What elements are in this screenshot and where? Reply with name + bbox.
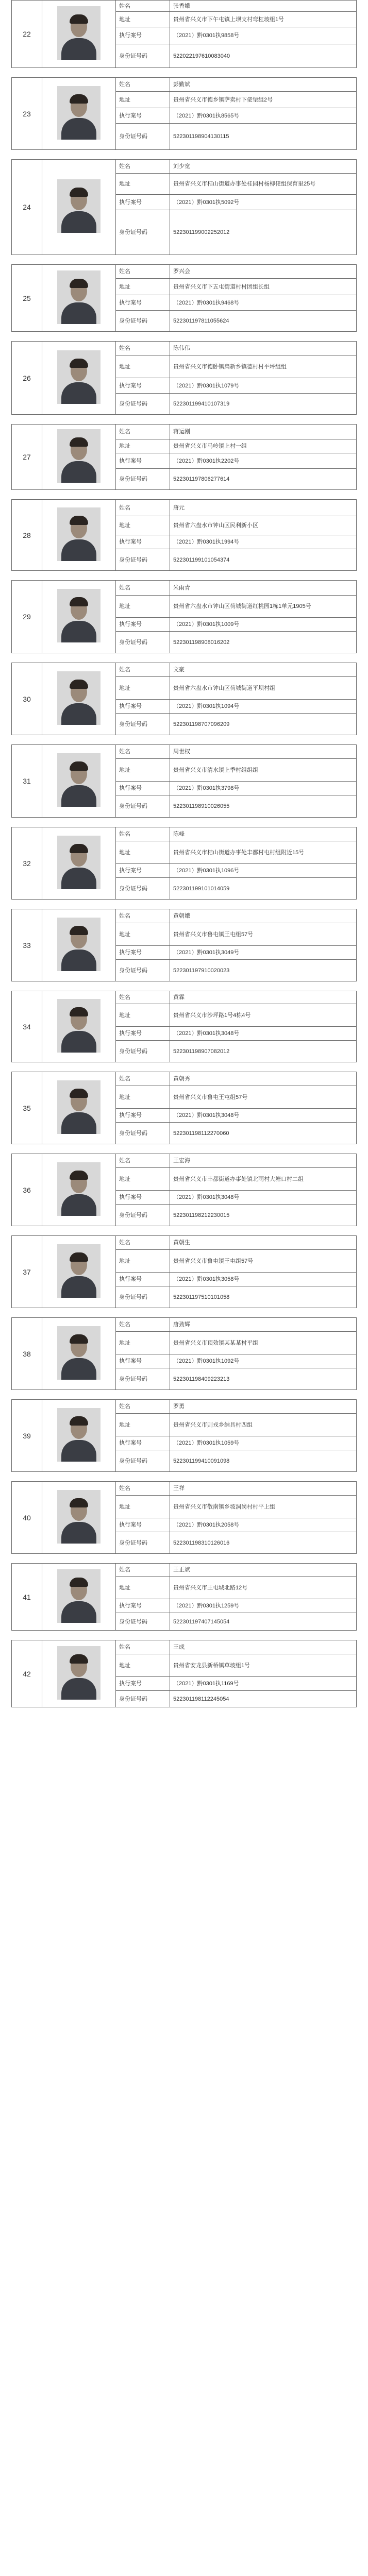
portrait-image <box>57 429 101 483</box>
id-number-label: 身份证号码 <box>116 394 170 415</box>
record-row <box>12 1564 357 1577</box>
record-separator <box>12 150 357 160</box>
record-separator <box>12 255 357 265</box>
record-separator <box>12 332 357 342</box>
portrait-image <box>57 999 101 1053</box>
record-separator <box>12 490 357 500</box>
record-row <box>12 1 357 12</box>
name-label: 姓名 <box>116 425 170 439</box>
id-number-value: 522301197811055624 <box>170 311 357 332</box>
id-number-label: 身份证号码 <box>116 795 170 818</box>
address-value: 贵州省兴义市桔山街道办事处丰都村屯村组附近15号 <box>170 841 357 864</box>
case-number-label: 执行案号 <box>116 1273 170 1286</box>
case-number-label: 执行案号 <box>116 782 170 795</box>
name-value: 刘少宽 <box>170 160 357 174</box>
address-label: 地址 <box>116 439 170 453</box>
separator-cell <box>12 1554 357 1564</box>
person-photo <box>42 1154 116 1226</box>
separator-cell <box>12 1226 357 1236</box>
name-label: 姓名 <box>116 909 170 923</box>
case-number-label: 执行案号 <box>116 453 170 469</box>
record-number: 31 <box>12 745 42 818</box>
name-value: 文豪 <box>170 663 357 677</box>
portrait-image <box>57 671 101 725</box>
id-number-value: 522301198112270060 <box>170 1123 357 1144</box>
record-separator <box>12 818 357 827</box>
record-separator <box>12 735 357 745</box>
record-number: 29 <box>12 581 42 653</box>
record-row <box>12 1318 357 1332</box>
address-value: 贵州省安龙县新桥镇草坡组1号 <box>170 1654 357 1677</box>
case-number-label: 执行案号 <box>116 1354 170 1368</box>
id-number-value: 522301199002252012 <box>170 210 357 255</box>
address-label: 地址 <box>116 1577 170 1599</box>
separator-cell <box>12 1631 357 1640</box>
record-separator <box>12 1554 357 1564</box>
id-number-label: 身份证号码 <box>116 1123 170 1144</box>
record-row <box>12 1640 357 1654</box>
address-value: 贵州省兴义市鲁屯镇王屯组57号 <box>170 923 357 946</box>
portrait-image <box>57 1490 101 1544</box>
record-separator <box>12 571 357 581</box>
person-photo <box>42 160 116 255</box>
id-number-label: 身份证号码 <box>116 1368 170 1390</box>
id-number-label: 身份证号码 <box>116 1041 170 1062</box>
separator-cell <box>12 332 357 342</box>
record-row <box>12 265 357 279</box>
case-number-label: 执行案号 <box>116 700 170 714</box>
separator-cell <box>12 1390 357 1400</box>
name-value: 黄霖 <box>170 991 357 1004</box>
portrait-image <box>57 589 101 642</box>
id-number-value: 522301197806277614 <box>170 469 357 490</box>
id-number-value: 522301198910026055 <box>170 795 357 818</box>
name-value: 陈峰 <box>170 827 357 841</box>
record-number: 26 <box>12 342 42 415</box>
name-value: 黄朝秀 <box>170 1072 357 1086</box>
case-number-label: 执行案号 <box>116 1027 170 1041</box>
id-number-label: 身份证号码 <box>116 1205 170 1226</box>
address-label: 地址 <box>116 1168 170 1191</box>
case-number-value: （2021）黔0301执1059号 <box>170 1436 357 1450</box>
person-photo <box>42 1482 116 1554</box>
address-label: 地址 <box>116 1332 170 1354</box>
id-number-label: 身份证号码 <box>116 1613 170 1631</box>
case-number-value: （2021）黔0301执1079号 <box>170 378 357 394</box>
id-number-label: 身份证号码 <box>116 1450 170 1472</box>
name-label: 姓名 <box>116 1564 170 1577</box>
record-number: 35 <box>12 1072 42 1144</box>
record-number: 40 <box>12 1482 42 1554</box>
record-number: 39 <box>12 1400 42 1472</box>
address-value: 贵州省兴义市德卧镇扁新乡镇德村村平坪组组 <box>170 355 357 378</box>
portrait-image <box>57 1162 101 1216</box>
name-value: 罗勇 <box>170 1400 357 1414</box>
address-value: 贵州省兴义市鲁屯王屯组57号 <box>170 1086 357 1109</box>
case-number-value: （2021）黔0301执3048号 <box>170 1109 357 1123</box>
separator-cell <box>12 1144 357 1154</box>
separator-cell <box>12 415 357 425</box>
dishonest-persons-table <box>11 0 357 1707</box>
record-row <box>12 581 357 596</box>
name-value: 唐元 <box>170 500 357 516</box>
separator-cell <box>12 818 357 827</box>
case-number-label: 执行案号 <box>116 1518 170 1532</box>
record-row <box>12 991 357 1004</box>
address-label: 地址 <box>116 923 170 946</box>
case-number-label: 执行案号 <box>116 1677 170 1691</box>
record-number: 34 <box>12 991 42 1062</box>
portrait-image <box>57 1646 101 1700</box>
name-value: 周世权 <box>170 745 357 759</box>
record-separator <box>12 1308 357 1318</box>
address-label: 地址 <box>116 279 170 295</box>
name-label: 姓名 <box>116 663 170 677</box>
person-photo <box>42 1400 116 1472</box>
name-value: 黄朝娥 <box>170 909 357 923</box>
record-number: 22 <box>12 1 42 68</box>
case-number-value: （2021）黔0301执1259号 <box>170 1599 357 1613</box>
record-number: 25 <box>12 265 42 332</box>
address-label: 地址 <box>116 92 170 108</box>
name-value: 朱雨青 <box>170 581 357 596</box>
address-value: 贵州省六盘水市钟山区荷城街道平坝村组 <box>170 677 357 700</box>
address-value: 贵州省兴义市顶效镇某某某村平组 <box>170 1332 357 1354</box>
person-photo <box>42 991 116 1062</box>
case-number-value: （2021）黔0301执1092号 <box>170 1354 357 1368</box>
name-value: 张香娥 <box>170 1 357 12</box>
address-value: 贵州省六盘水市钟山区荷城街道红桃园1栋1单元1905号 <box>170 596 357 618</box>
name-value: 陈伟伟 <box>170 342 357 355</box>
record-number: 23 <box>12 78 42 150</box>
record-separator <box>12 1226 357 1236</box>
portrait-image <box>57 179 101 233</box>
record-number: 33 <box>12 909 42 981</box>
name-value: 王祥 <box>170 1482 357 1496</box>
portrait-image <box>57 836 101 889</box>
person-photo <box>42 1072 116 1144</box>
address-label: 地址 <box>116 759 170 782</box>
id-number-value: 522301198904130115 <box>170 124 357 150</box>
person-photo <box>42 1 116 68</box>
address-value: 贵州省兴义市德乡镇萨卖村下佬堡组2号 <box>170 92 357 108</box>
separator-cell <box>12 981 357 991</box>
address-value: 贵州省兴义市丰都街道办事处镇北雨村大塘口村二组 <box>170 1168 357 1191</box>
name-label: 姓名 <box>116 1072 170 1086</box>
portrait-image <box>57 918 101 971</box>
separator-cell <box>12 1308 357 1318</box>
id-number-label: 身份证号码 <box>116 1691 170 1707</box>
record-number: 32 <box>12 827 42 900</box>
record-separator <box>12 981 357 991</box>
name-value: 彭勤斌 <box>170 78 357 92</box>
record-row <box>12 663 357 677</box>
case-number-label: 执行案号 <box>116 535 170 549</box>
address-value: 贵州省兴义市则戎乡纳具村四组 <box>170 1414 357 1436</box>
id-number-label: 身份证号码 <box>116 960 170 981</box>
portrait-image <box>57 1080 101 1134</box>
case-number-label: 执行案号 <box>116 1109 170 1123</box>
address-value: 贵州省兴义市马岭镇上村一组 <box>170 439 357 453</box>
record-separator <box>12 1631 357 1640</box>
name-label: 姓名 <box>116 78 170 92</box>
name-label: 姓名 <box>116 1236 170 1250</box>
name-value: 唐劲辉 <box>170 1318 357 1332</box>
case-number-value: （2021）黔0301执9468号 <box>170 295 357 311</box>
person-photo <box>42 745 116 818</box>
portrait-image <box>57 1408 101 1462</box>
person-photo <box>42 342 116 415</box>
case-number-value: （2021）黔0301执8565号 <box>170 108 357 124</box>
case-number-label: 执行案号 <box>116 295 170 311</box>
case-number-label: 执行案号 <box>116 618 170 632</box>
name-label: 姓名 <box>116 991 170 1004</box>
case-number-value: （2021）黔0301执3049号 <box>170 946 357 960</box>
case-number-value: （2021）黔0301执3798号 <box>170 782 357 795</box>
portrait-image <box>57 1569 101 1623</box>
case-number-label: 执行案号 <box>116 864 170 878</box>
case-number-value: （2021）黔0301执5092号 <box>170 195 357 210</box>
address-label: 地址 <box>116 841 170 864</box>
address-label: 地址 <box>116 12 170 27</box>
portrait-image <box>57 1244 101 1298</box>
record-row <box>12 500 357 516</box>
record-row <box>12 1236 357 1250</box>
person-photo <box>42 909 116 981</box>
record-separator <box>12 1144 357 1154</box>
name-label: 姓名 <box>116 1482 170 1496</box>
name-label: 姓名 <box>116 342 170 355</box>
record-row <box>12 1154 357 1168</box>
person-photo <box>42 827 116 900</box>
id-number-label: 身份证号码 <box>116 210 170 255</box>
record-row <box>12 1400 357 1414</box>
id-number-label: 身份证号码 <box>116 469 170 490</box>
separator-cell <box>12 571 357 581</box>
id-number-label: 身份证号码 <box>116 632 170 653</box>
address-value: 贵州省兴义市下午屯镇上坝支村弯杠坡组1号 <box>170 12 357 27</box>
record-separator <box>12 415 357 425</box>
record-row <box>12 78 357 92</box>
name-label: 姓名 <box>116 745 170 759</box>
address-label: 地址 <box>116 355 170 378</box>
case-number-label: 执行案号 <box>116 27 170 44</box>
record-number: 41 <box>12 1564 42 1631</box>
person-photo <box>42 265 116 332</box>
address-value: 贵州省兴义市下五屯街道村村团组长组 <box>170 279 357 295</box>
case-number-label: 执行案号 <box>116 946 170 960</box>
record-number: 36 <box>12 1154 42 1226</box>
record-number: 37 <box>12 1236 42 1308</box>
address-value: 贵州省六盘水市钟山区民利新小区 <box>170 516 357 535</box>
separator-cell <box>12 1472 357 1482</box>
address-label: 地址 <box>116 596 170 618</box>
id-number-value: 522022197610083040 <box>170 44 357 68</box>
name-label: 姓名 <box>116 1154 170 1168</box>
name-label: 姓名 <box>116 1 170 12</box>
name-label: 姓名 <box>116 265 170 279</box>
record-row <box>12 1072 357 1086</box>
person-photo <box>42 581 116 653</box>
case-number-value: （2021）黔0301执1994号 <box>170 535 357 549</box>
id-number-value: 522301199410107319 <box>170 394 357 415</box>
id-number-value: 522301197510101058 <box>170 1286 357 1308</box>
id-number-label: 身份证号码 <box>116 1532 170 1554</box>
record-separator <box>12 1062 357 1072</box>
id-number-value: 522301198409223213 <box>170 1368 357 1390</box>
portrait-image <box>57 1326 101 1380</box>
record-number: 28 <box>12 500 42 571</box>
case-number-label: 执行案号 <box>116 1599 170 1613</box>
case-number-label: 执行案号 <box>116 1191 170 1205</box>
case-number-label: 执行案号 <box>116 1436 170 1450</box>
name-value: 王宏海 <box>170 1154 357 1168</box>
case-number-value: （2021）黔0301执3048号 <box>170 1027 357 1041</box>
id-number-label: 身份证号码 <box>116 878 170 900</box>
case-number-label: 执行案号 <box>116 195 170 210</box>
record-separator <box>12 653 357 663</box>
record-number: 30 <box>12 663 42 735</box>
id-number-label: 身份证号码 <box>116 311 170 332</box>
record-row <box>12 160 357 174</box>
id-number-value: 522301198707096209 <box>170 714 357 735</box>
separator-cell <box>12 68 357 78</box>
case-number-value: （2021）黔0301执1096号 <box>170 864 357 878</box>
address-value: 贵州省兴义市王屯城北路12号 <box>170 1577 357 1599</box>
address-value: 贵州省兴义市敬南镇乡坡洞岗村村平上组 <box>170 1496 357 1518</box>
name-value: 王成 <box>170 1640 357 1654</box>
separator-cell <box>12 490 357 500</box>
name-label: 姓名 <box>116 500 170 516</box>
id-number-value: 522301197910020023 <box>170 960 357 981</box>
separator-cell <box>12 1062 357 1072</box>
name-value: 罗兴会 <box>170 265 357 279</box>
name-label: 姓名 <box>116 1400 170 1414</box>
address-label: 地址 <box>116 677 170 700</box>
id-number-value: 522301199101014059 <box>170 878 357 900</box>
person-photo <box>42 78 116 150</box>
id-number-label: 身份证号码 <box>116 124 170 150</box>
record-number: 27 <box>12 425 42 490</box>
id-number-value: 522301198212230015 <box>170 1205 357 1226</box>
records-table <box>11 0 357 1707</box>
address-label: 地址 <box>116 1414 170 1436</box>
id-number-value: 522301198908016202 <box>170 632 357 653</box>
person-photo <box>42 500 116 571</box>
person-photo <box>42 1318 116 1390</box>
record-row <box>12 909 357 923</box>
record-number: 42 <box>12 1640 42 1707</box>
portrait-image <box>57 507 101 561</box>
address-label: 地址 <box>116 174 170 195</box>
separator-cell <box>12 735 357 745</box>
address-label: 地址 <box>116 1250 170 1273</box>
case-number-value: （2021）黔0301执2202号 <box>170 453 357 469</box>
name-label: 姓名 <box>116 1640 170 1654</box>
record-row <box>12 827 357 841</box>
record-row <box>12 342 357 355</box>
record-row <box>12 745 357 759</box>
person-photo <box>42 1640 116 1707</box>
person-photo <box>42 425 116 490</box>
name-label: 姓名 <box>116 160 170 174</box>
address-label: 地址 <box>116 516 170 535</box>
portrait-image <box>57 753 101 807</box>
case-number-value: （2021）黔0301执9858号 <box>170 27 357 44</box>
id-number-label: 身份证号码 <box>116 1286 170 1308</box>
case-number-value: （2021）黔0301执1169号 <box>170 1677 357 1691</box>
address-value: 贵州省兴义市鲁屯镇王屯组57号 <box>170 1250 357 1273</box>
address-label: 地址 <box>116 1654 170 1677</box>
portrait-image <box>57 6 101 60</box>
address-value: 贵州省兴义市沙坪路1号4栋4号 <box>170 1004 357 1027</box>
id-number-label: 身份证号码 <box>116 44 170 68</box>
person-photo <box>42 663 116 735</box>
address-value: 贵州省兴义市桔山街道办事处桂园村杨柳佬组保育里25号 <box>170 174 357 195</box>
record-row <box>12 425 357 439</box>
case-number-label: 执行案号 <box>116 378 170 394</box>
portrait-image <box>57 350 101 404</box>
address-label: 地址 <box>116 1496 170 1518</box>
id-number-value: 522301197407145054 <box>170 1613 357 1631</box>
case-number-value: （2021）黔0301执1094号 <box>170 700 357 714</box>
id-number-value: 522301198907082012 <box>170 1041 357 1062</box>
record-number: 24 <box>12 160 42 255</box>
record-separator <box>12 68 357 78</box>
case-number-value: （2021）黔0301执3048号 <box>170 1191 357 1205</box>
name-label: 姓名 <box>116 1318 170 1332</box>
id-number-value: 522301199410091098 <box>170 1450 357 1472</box>
id-number-value: 522301198310126016 <box>170 1532 357 1554</box>
portrait-image <box>57 270 101 324</box>
case-number-value: （2021）黔0301执1009号 <box>170 618 357 632</box>
id-number-label: 身份证号码 <box>116 549 170 571</box>
person-photo <box>42 1564 116 1631</box>
name-value: 黄朝生 <box>170 1236 357 1250</box>
separator-cell <box>12 150 357 160</box>
name-label: 姓名 <box>116 827 170 841</box>
portrait-image <box>57 86 101 140</box>
address-value: 贵州省兴义市清水镇上季村组组组 <box>170 759 357 782</box>
record-separator <box>12 1390 357 1400</box>
name-label: 姓名 <box>116 581 170 596</box>
record-number: 38 <box>12 1318 42 1390</box>
name-value: 蒋运刚 <box>170 425 357 439</box>
address-label: 地址 <box>116 1004 170 1027</box>
separator-cell <box>12 255 357 265</box>
id-number-label: 身份证号码 <box>116 714 170 735</box>
case-number-value: （2021）黔0301执3058号 <box>170 1273 357 1286</box>
case-number-value: （2021）黔0301执2058号 <box>170 1518 357 1532</box>
record-separator <box>12 1472 357 1482</box>
separator-cell <box>12 900 357 909</box>
record-row <box>12 1482 357 1496</box>
address-label: 地址 <box>116 1086 170 1109</box>
id-number-value: 522301199101054374 <box>170 549 357 571</box>
separator-cell <box>12 653 357 663</box>
id-number-value: 522301198112245054 <box>170 1691 357 1707</box>
person-photo <box>42 1236 116 1308</box>
case-number-label: 执行案号 <box>116 108 170 124</box>
record-separator <box>12 900 357 909</box>
name-value: 王正斌 <box>170 1564 357 1577</box>
